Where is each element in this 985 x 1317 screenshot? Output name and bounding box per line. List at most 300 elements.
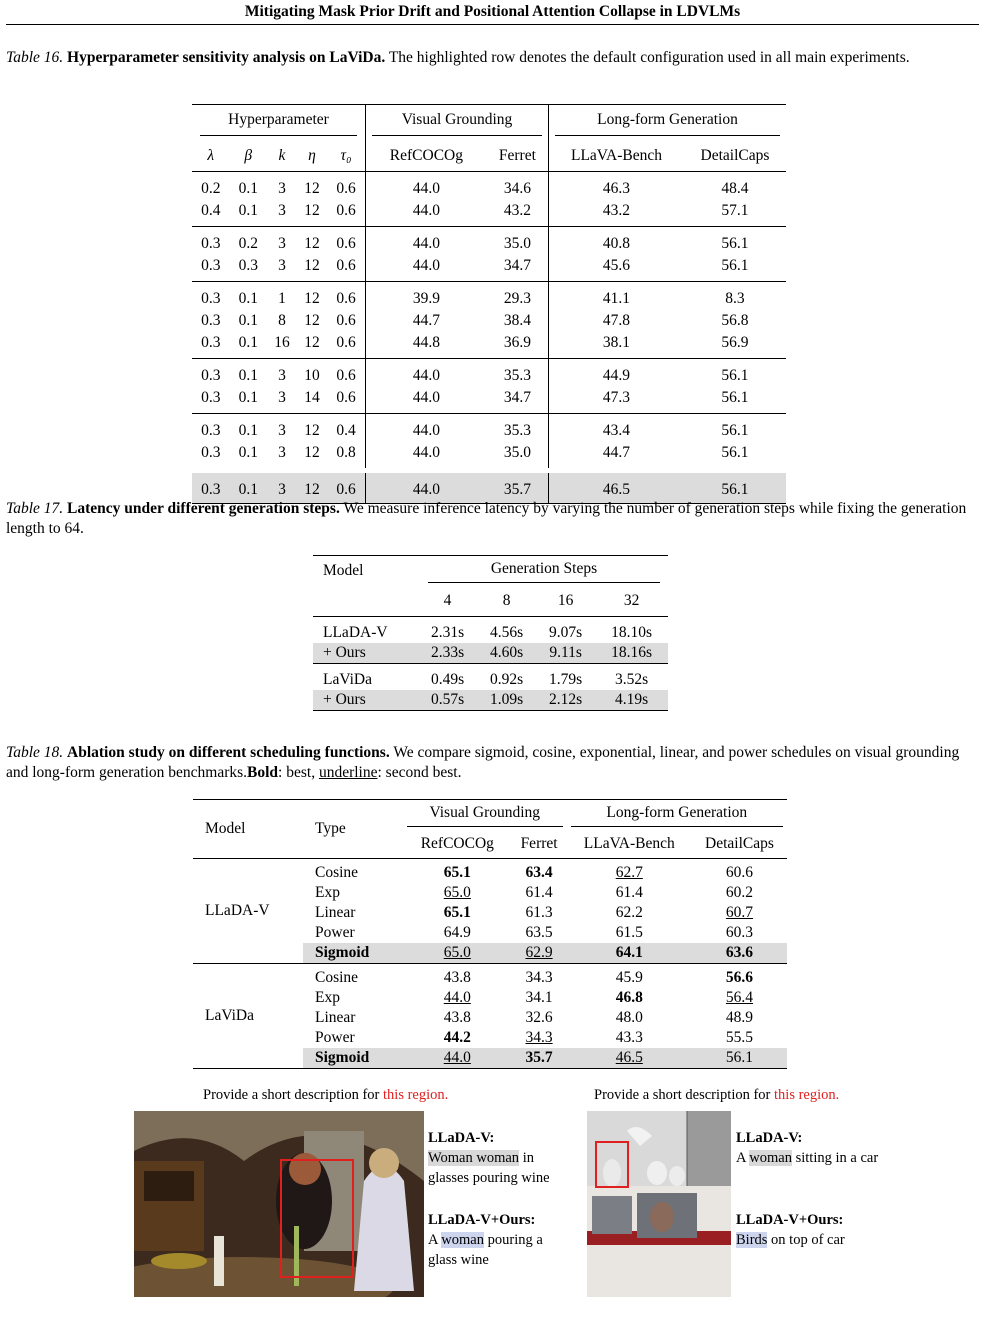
model-b-answer xyxy=(736,1230,936,1250)
table-cell: 12 xyxy=(304,202,320,219)
cell-value: 44.0 xyxy=(443,989,471,1006)
cell-value: 46.8 xyxy=(615,989,643,1006)
answer-text: A xyxy=(736,1150,750,1166)
highlighted-word: Woman woman xyxy=(428,1150,520,1166)
cell-value: 65.1 xyxy=(443,864,471,881)
table-cell: 12 xyxy=(304,422,320,439)
table-cell: 34.6 xyxy=(487,172,549,201)
table-cell xyxy=(403,1008,512,1028)
table-cell: 56.1 xyxy=(721,235,749,252)
page-header: Mitigating Mask Prior Drift and Positional Attention Collapse in LDVLMs xyxy=(244,3,741,20)
table-cell: 0.8 xyxy=(327,442,366,471)
cell-value: 62.9 xyxy=(525,944,553,961)
column-header: LLaVA-Bench xyxy=(583,835,675,852)
model-a-answer xyxy=(736,1148,936,1168)
table-cell: 34.7 xyxy=(487,387,549,414)
table-cell xyxy=(512,883,567,903)
schedule-type: Sigmoid xyxy=(303,943,403,964)
table-cell: 12 xyxy=(304,312,320,329)
prompt-text: Provide a short description for xyxy=(203,1087,384,1103)
table-cell: 0.6 xyxy=(327,227,366,256)
table-cell: 2.33s xyxy=(418,643,477,664)
highlighted-word: woman xyxy=(441,1232,484,1248)
table-cell xyxy=(567,1008,692,1028)
table18-label: Table 18. xyxy=(6,744,64,761)
table-cell: 12 xyxy=(304,235,320,252)
group-header: Long-form Generation xyxy=(567,800,787,831)
table-cell xyxy=(403,1048,512,1069)
answer-text: on top of car xyxy=(767,1232,845,1248)
example1-prompt xyxy=(203,1087,448,1104)
cell-value: 44.2 xyxy=(443,1029,471,1046)
schedule-type: Power xyxy=(315,1029,355,1046)
table-cell xyxy=(512,943,567,964)
table-row xyxy=(192,172,786,201)
table-cell: 0.6 xyxy=(327,471,366,504)
model-a-label: LLaDA-V: xyxy=(736,1130,803,1146)
table-cell: 44.0 xyxy=(412,257,440,274)
schedule-type: Exp xyxy=(315,884,340,901)
model-name: LLaDA-V xyxy=(323,624,388,641)
empty-cell xyxy=(313,586,418,617)
prompt-text: Provide a short description for xyxy=(594,1087,775,1103)
table-cell: 57.1 xyxy=(721,202,749,219)
table-cell xyxy=(512,964,567,989)
column-header: 32 xyxy=(623,592,640,609)
column-header: RefCOCOg xyxy=(420,835,494,852)
table-cell: 0.2 xyxy=(238,235,258,252)
table-cell: 41.1 xyxy=(602,290,631,307)
table-cell: 44.0 xyxy=(412,422,440,439)
table-cell xyxy=(692,883,787,903)
model-a-answer xyxy=(428,1148,568,1188)
table-cell: 47.8 xyxy=(602,312,631,329)
legend-underline-text: : second best. xyxy=(377,764,462,781)
table-cell: 0.1 xyxy=(238,422,258,439)
model-b-label: LLaDA-V+Ours: xyxy=(736,1212,844,1228)
table-cell: 4.60s xyxy=(477,643,536,664)
table-cell xyxy=(692,964,787,989)
table-cell: 29.3 xyxy=(487,282,549,311)
table-cell: 12 xyxy=(304,180,320,197)
cell-value: 43.8 xyxy=(443,969,471,986)
table-cell xyxy=(512,1008,567,1028)
table-cell: 3.52s xyxy=(614,671,649,688)
column-header: β xyxy=(244,147,253,164)
table-cell xyxy=(692,1048,787,1069)
column-header: λ xyxy=(207,147,215,164)
schedule-type: Linear xyxy=(315,1009,356,1026)
example1-image xyxy=(134,1111,424,1297)
table-cell: 0.1 xyxy=(238,202,258,219)
table-cell: 2.31s xyxy=(430,624,465,641)
table-cell xyxy=(567,1028,692,1048)
table-cell xyxy=(403,1028,512,1048)
table-cell: 47.3 xyxy=(602,389,631,406)
table17-caption-text: We measure inference latency by varying the number of generation steps while fixing the generation length to 64. xyxy=(6,500,967,537)
legend-underline: underline xyxy=(318,764,378,781)
table-cell: 0.3 xyxy=(201,334,221,351)
table-cell xyxy=(567,923,692,943)
schedule-type: Cosine xyxy=(315,969,359,986)
table-cell: 46.3 xyxy=(602,180,631,197)
table-cell: 0.6 xyxy=(327,387,366,414)
table-cell xyxy=(567,964,692,989)
table-cell: 4.19s xyxy=(595,690,668,711)
cell-value: 32.6 xyxy=(525,1009,553,1026)
table-cell: 43.2 xyxy=(602,202,631,219)
header-row xyxy=(313,556,668,587)
cell-value: 65.0 xyxy=(443,884,471,901)
table-cell: 44.8 xyxy=(412,334,440,351)
cell-value: 63.6 xyxy=(725,944,754,961)
header-rule xyxy=(6,24,979,25)
table-cell xyxy=(692,943,787,964)
table-cell: 34.7 xyxy=(487,255,549,282)
schedule-type: Sigmoid xyxy=(303,1048,403,1069)
model-name: + Ours xyxy=(313,643,418,664)
table-row xyxy=(192,200,786,227)
legend-bold: Bold xyxy=(247,764,279,781)
table17-label: Table 17. xyxy=(6,500,64,517)
table-cell: 9.07s xyxy=(549,624,583,641)
table-cell xyxy=(567,943,692,964)
table-row xyxy=(193,964,787,989)
table-cell: 0.6 xyxy=(327,172,366,201)
model-b-label: LLaDA-V+Ours: xyxy=(428,1212,536,1228)
table-cell: 0.3 xyxy=(201,444,221,461)
cell-value: 60.3 xyxy=(725,924,754,941)
schedule-type: Cosine xyxy=(315,864,359,881)
cell-value: 55.5 xyxy=(725,1029,754,1046)
cell-value: 34.1 xyxy=(525,989,553,1006)
cell-value: 48.0 xyxy=(615,1009,643,1026)
table-cell: 43.2 xyxy=(487,200,549,227)
table-cell: 3 xyxy=(278,389,286,406)
cell-value: 62.7 xyxy=(615,864,643,881)
table-cell: 3 xyxy=(278,180,286,197)
table-cell: 44.7 xyxy=(602,444,631,461)
table-cell: 0.1 xyxy=(238,367,258,384)
table-row xyxy=(192,359,786,388)
model-name: LaViDa xyxy=(323,671,372,688)
group-header-row xyxy=(193,800,787,831)
table-cell: 0.4 xyxy=(201,202,221,219)
model-name: + Ours xyxy=(313,690,418,711)
table-cell: 39.9 xyxy=(412,290,440,307)
table-cell: 40.8 xyxy=(602,235,631,252)
prompt-region: this region. xyxy=(383,1087,449,1103)
table-cell: 35.7 xyxy=(487,471,549,504)
cell-value: 56.6 xyxy=(725,969,754,986)
cell-value: 61.4 xyxy=(525,884,553,901)
table-row xyxy=(192,227,786,256)
table-cell: 1 xyxy=(278,290,286,307)
prompt-region: this region. xyxy=(774,1087,840,1103)
column-header: DetailCaps xyxy=(705,835,774,852)
group-header: Visual Grounding xyxy=(366,105,549,142)
example2-answers xyxy=(736,1128,936,1250)
table-cell: 0.6 xyxy=(327,359,366,388)
table17-caption xyxy=(6,499,981,539)
cell-value: 61.3 xyxy=(525,904,553,921)
table-cell: 0.3 xyxy=(201,367,221,384)
table-cell: 12 xyxy=(297,471,327,504)
table-cell xyxy=(512,988,567,1008)
table-cell: 56.1 xyxy=(721,422,749,439)
table-row xyxy=(192,282,786,311)
table-cell xyxy=(403,943,512,964)
table-cell: 0.49s xyxy=(430,671,465,688)
table-cell: 12 xyxy=(304,334,320,351)
cell-value: 35.7 xyxy=(525,1049,553,1066)
schedule-type: Linear xyxy=(315,904,356,921)
table-cell: 16 xyxy=(274,334,290,351)
table-cell: 56.1 xyxy=(721,444,749,461)
table16-caption-text: The highlighted row denotes the default configuration used in all main experiments. xyxy=(388,49,910,66)
table16-title: Hyperparameter sensitivity analysis on LaViDa. xyxy=(67,49,386,66)
table-cell xyxy=(403,988,512,1008)
table-cell: 18.16s xyxy=(595,643,668,664)
cell-value: 64.9 xyxy=(443,924,471,941)
column-header: DetailCaps xyxy=(700,147,770,164)
table-cell: 56.1 xyxy=(721,257,749,274)
table-cell xyxy=(403,903,512,923)
table-cell: 0.3 xyxy=(201,422,221,439)
cell-value: 60.2 xyxy=(725,884,754,901)
table18-caption xyxy=(6,743,981,783)
table-cell: 44.7 xyxy=(412,312,440,329)
table-cell: 43.4 xyxy=(602,422,631,439)
table-cell xyxy=(692,1008,787,1028)
table-cell: 0.1 xyxy=(238,334,258,351)
table-cell: 0.3 xyxy=(201,312,221,329)
answer-text: in glasses pouring wine xyxy=(428,1150,550,1186)
table-cell: 36.9 xyxy=(487,332,549,359)
table-row xyxy=(193,859,787,884)
column-header: RefCOCOg xyxy=(366,141,487,172)
cell-value: 56.4 xyxy=(725,989,754,1006)
table-cell xyxy=(692,923,787,943)
table-cell: 0.6 xyxy=(327,255,366,282)
table-cell: 45.6 xyxy=(602,257,631,274)
table-cell: 0.1 xyxy=(230,471,268,504)
table-cell xyxy=(512,859,567,884)
table-cell: 56.1 xyxy=(721,389,749,406)
example2-prompt xyxy=(594,1087,839,1104)
column-header: 4 xyxy=(443,592,452,609)
table-cell xyxy=(512,903,567,923)
table-cell: 0.1 xyxy=(238,290,258,307)
column-header: Ferret xyxy=(498,147,536,164)
highlighted-row xyxy=(313,690,668,711)
table-cell xyxy=(692,859,787,884)
table-cell: 44.0 xyxy=(412,389,440,406)
table-cell: 1.09s xyxy=(477,690,536,711)
table-cell: 3 xyxy=(278,235,286,252)
cell-value: 65.0 xyxy=(443,944,471,961)
table-cell: 44.0 xyxy=(412,444,440,461)
column-header: Ferret xyxy=(520,835,558,852)
table-cell: 14 xyxy=(304,389,320,406)
table-cell: 38.4 xyxy=(487,310,549,332)
highlighted-row xyxy=(313,643,668,664)
cell-value: 34.3 xyxy=(525,1029,553,1046)
cell-value: 34.3 xyxy=(525,969,553,986)
table-cell: 35.0 xyxy=(487,442,549,471)
table-cell: 38.1 xyxy=(602,334,631,351)
table-cell: 0.1 xyxy=(238,312,258,329)
column-header: LLaVA-Bench xyxy=(549,141,684,172)
table-cell: 0.3 xyxy=(201,389,221,406)
cell-value: 61.4 xyxy=(615,884,643,901)
table18 xyxy=(193,799,787,1069)
table-cell: 12 xyxy=(304,257,320,274)
table-cell: 44.0 xyxy=(412,235,440,252)
table-cell: 1.79s xyxy=(549,671,583,688)
answer-text: A xyxy=(428,1232,442,1248)
table-cell: 0.1 xyxy=(238,444,258,461)
table-cell: 56.1 xyxy=(721,367,749,384)
column-header: 16 xyxy=(557,592,574,609)
column-header: Model xyxy=(205,820,246,837)
table-cell: 44.0 xyxy=(412,367,440,384)
answer-text: sitting in a car xyxy=(791,1150,879,1166)
table-cell: 3 xyxy=(278,367,286,384)
table-cell: 3 xyxy=(278,444,286,461)
table-cell: 35.3 xyxy=(487,414,549,443)
cell-value: 45.9 xyxy=(615,969,643,986)
table-cell: 0.6 xyxy=(327,310,366,332)
table-cell: 12 xyxy=(304,444,320,461)
table17 xyxy=(313,555,668,711)
table-row xyxy=(192,310,786,332)
table-cell xyxy=(567,988,692,1008)
column-header: 8 xyxy=(502,592,511,609)
schedule-type: Exp xyxy=(315,989,340,1006)
cell-value: 48.9 xyxy=(725,1009,754,1026)
column-header: k xyxy=(278,147,286,164)
table-cell: 12 xyxy=(304,290,320,307)
table-cell: 0.6 xyxy=(327,200,366,227)
group-header: Visual Grounding xyxy=(403,800,567,831)
table16 xyxy=(192,104,786,504)
table-cell: 44.0 xyxy=(412,180,440,197)
table-cell: 0.3 xyxy=(201,290,221,307)
table-cell: 0.92s xyxy=(489,671,524,688)
example2-image xyxy=(587,1111,731,1297)
column-header: τ₀ xyxy=(340,147,352,164)
model-b-answer xyxy=(428,1230,568,1270)
table-cell: 8.3 xyxy=(725,290,745,307)
cell-value: 64.1 xyxy=(615,944,643,961)
table17-title: Latency under different generation steps. xyxy=(67,500,340,517)
cell-value: 43.8 xyxy=(443,1009,471,1026)
table-cell xyxy=(567,1048,692,1069)
table-cell: 0.1 xyxy=(238,389,258,406)
table-cell: 3 xyxy=(278,202,286,219)
table-cell: 4.56s xyxy=(489,624,524,641)
table-cell: 56.9 xyxy=(721,334,749,351)
column-header: Type xyxy=(315,820,346,837)
table-cell xyxy=(567,883,692,903)
table18-caption-text: We compare sigmoid, cosine, exponential, linear, and power schedules on visual grounding and long-form generation benchmarks. xyxy=(6,744,960,781)
cell-value: 56.1 xyxy=(725,1049,754,1066)
group-header-row xyxy=(192,105,786,142)
table-cell: 0.3 xyxy=(201,257,221,274)
table-cell: 3 xyxy=(278,257,286,274)
cell-value: 65.1 xyxy=(443,904,471,921)
table-cell: 8 xyxy=(278,312,286,329)
table-cell: 2.12s xyxy=(536,690,595,711)
table-cell: 0.3 xyxy=(192,471,230,504)
table-row xyxy=(192,442,786,471)
table-cell: 9.11s xyxy=(536,643,595,664)
table-cell: 0.3 xyxy=(238,257,258,274)
table16-caption xyxy=(6,48,981,68)
table-cell: 18.10s xyxy=(611,624,653,641)
table-cell: 0.2 xyxy=(201,180,221,197)
table-cell xyxy=(403,964,512,989)
steps-row xyxy=(313,586,668,617)
table-cell: 0.6 xyxy=(327,332,366,359)
example1-answers xyxy=(428,1128,568,1270)
table-row xyxy=(313,664,668,691)
cell-value: 63.4 xyxy=(525,864,553,881)
table-cell xyxy=(512,1048,567,1069)
cell-value: 44.0 xyxy=(443,1049,471,1066)
table-cell: 0.57s xyxy=(418,690,477,711)
table-cell: 48.4 xyxy=(721,180,749,197)
table-cell: 44.0 xyxy=(366,471,487,504)
table16-label: Table 16. xyxy=(6,49,64,66)
table-cell: 3 xyxy=(278,422,286,439)
table-cell xyxy=(692,903,787,923)
column-header: η xyxy=(308,147,316,164)
table-cell xyxy=(692,1028,787,1048)
column-header-row xyxy=(192,141,786,172)
cell-value: 62.2 xyxy=(615,904,643,921)
table-cell xyxy=(403,883,512,903)
table-cell: 56.8 xyxy=(721,312,749,329)
table-cell xyxy=(567,903,692,923)
cell-value: 43.3 xyxy=(615,1029,643,1046)
table-cell: 10 xyxy=(304,367,320,384)
group-header: Hyperparameter xyxy=(192,105,366,142)
cell-value: 63.5 xyxy=(525,924,553,941)
model-name: LaViDa xyxy=(205,1007,254,1024)
cell-value: 60.6 xyxy=(725,864,754,881)
table-cell xyxy=(512,923,567,943)
table-cell xyxy=(403,923,512,943)
cell-value: 61.5 xyxy=(615,924,643,941)
table-cell: 0.3 xyxy=(201,235,221,252)
model-a-label: LLaDA-V: xyxy=(428,1130,495,1146)
schedule-type: Power xyxy=(315,924,355,941)
table-cell: 44.9 xyxy=(602,367,631,384)
table-row xyxy=(192,255,786,282)
highlighted-word: Birds xyxy=(736,1232,768,1248)
table-cell xyxy=(512,1028,567,1048)
group-header: Generation Steps xyxy=(418,556,668,587)
highlighted-word: woman xyxy=(749,1150,792,1166)
table-row xyxy=(313,617,668,644)
table-row xyxy=(192,332,786,359)
table-cell: 56.1 xyxy=(684,471,786,504)
table-cell xyxy=(567,859,692,884)
table-cell: 3 xyxy=(267,471,297,504)
legend-bold-text: : best, xyxy=(278,764,319,781)
